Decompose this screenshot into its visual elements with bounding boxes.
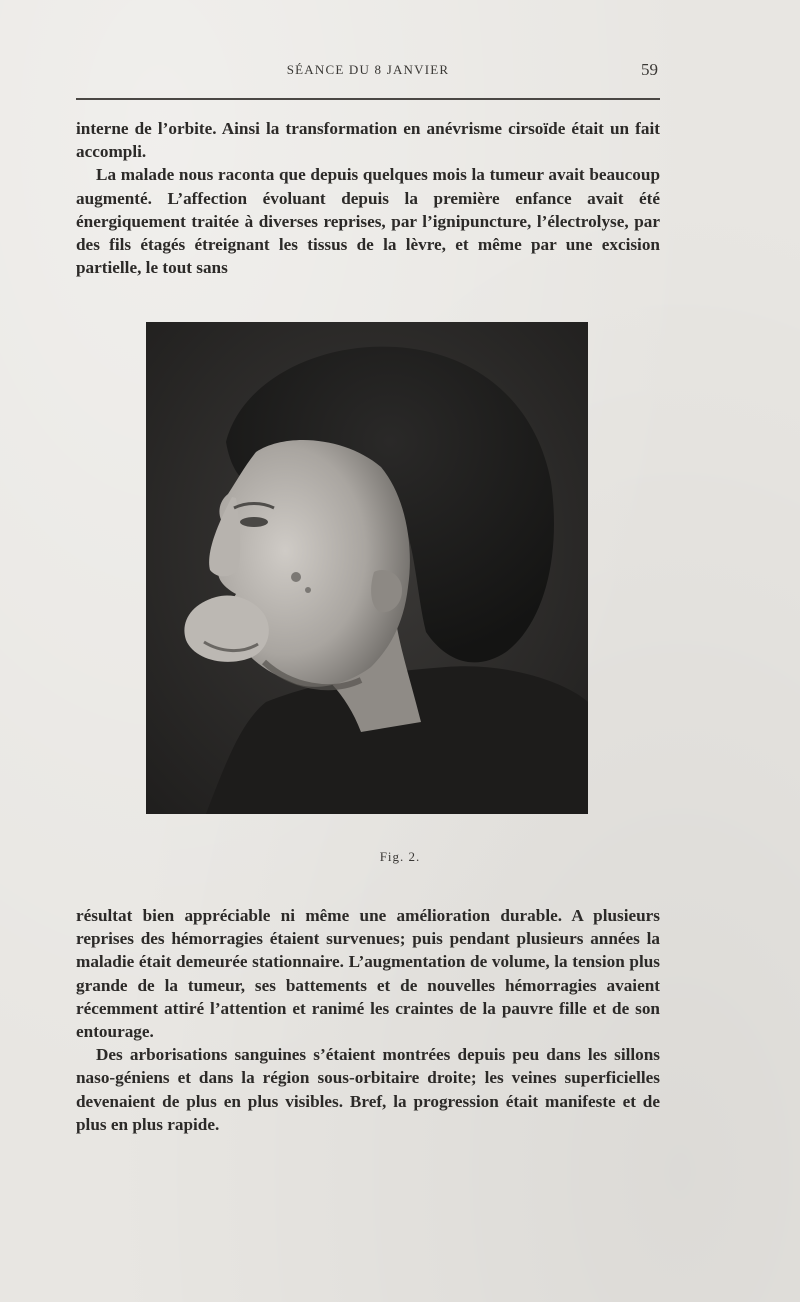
running-title: SÉANCE DU 8 JANVIER — [286, 62, 450, 77]
page-number: 59 — [641, 60, 658, 79]
paragraph: résultat bien appréciable ni même une amélioration durable. A plusieurs reprises des hémorragies étaient survenues; puis pendant plusieurs années la maladie était demeurée stationnaire. L’augmentation de volume, la tension plus grande de la tumeur, ses battements et de nouvelles hémorragies avaient récemment attiré l’attention et ranimé les craintes de la pauvre fille et de son entourage. — [76, 906, 660, 1042]
text-block-top — [76, 117, 660, 279]
patient-profile-photo — [146, 322, 588, 814]
cheek-spot — [305, 587, 311, 593]
paragraph: Des arborisations sanguines s’étaient montrées depuis peu dans les sillons naso-géniens et dans la région sous-orbitaire droite; les veines superficielles devenaient de plus en plus visibles. Bref, la progression était manifeste et de plus en plus rapide. — [76, 1045, 660, 1134]
running-head — [76, 60, 660, 84]
header-rule — [76, 98, 660, 100]
figure-photograph — [146, 322, 588, 814]
cheek-spot — [291, 572, 301, 582]
text-block-bottom — [76, 904, 660, 1136]
figure-caption: Fig. 2. — [379, 849, 421, 864]
paragraph: interne de l’orbite. Ainsi la transformation en anévrisme cirsoïde était un fait accompli. — [76, 119, 660, 162]
paragraph: La malade nous raconta que depuis quelques mois la tumeur avait beaucoup augmenté. L’affection évoluant depuis la première enfance avait été énergiquement traitée à diverses reprises, par l’ignipuncture, l’électrolyse, par des fils étagés étreignant les tissus de la lèvre, et même par une excision partielle, le tout sans — [76, 165, 660, 278]
eye-shape — [240, 517, 268, 527]
